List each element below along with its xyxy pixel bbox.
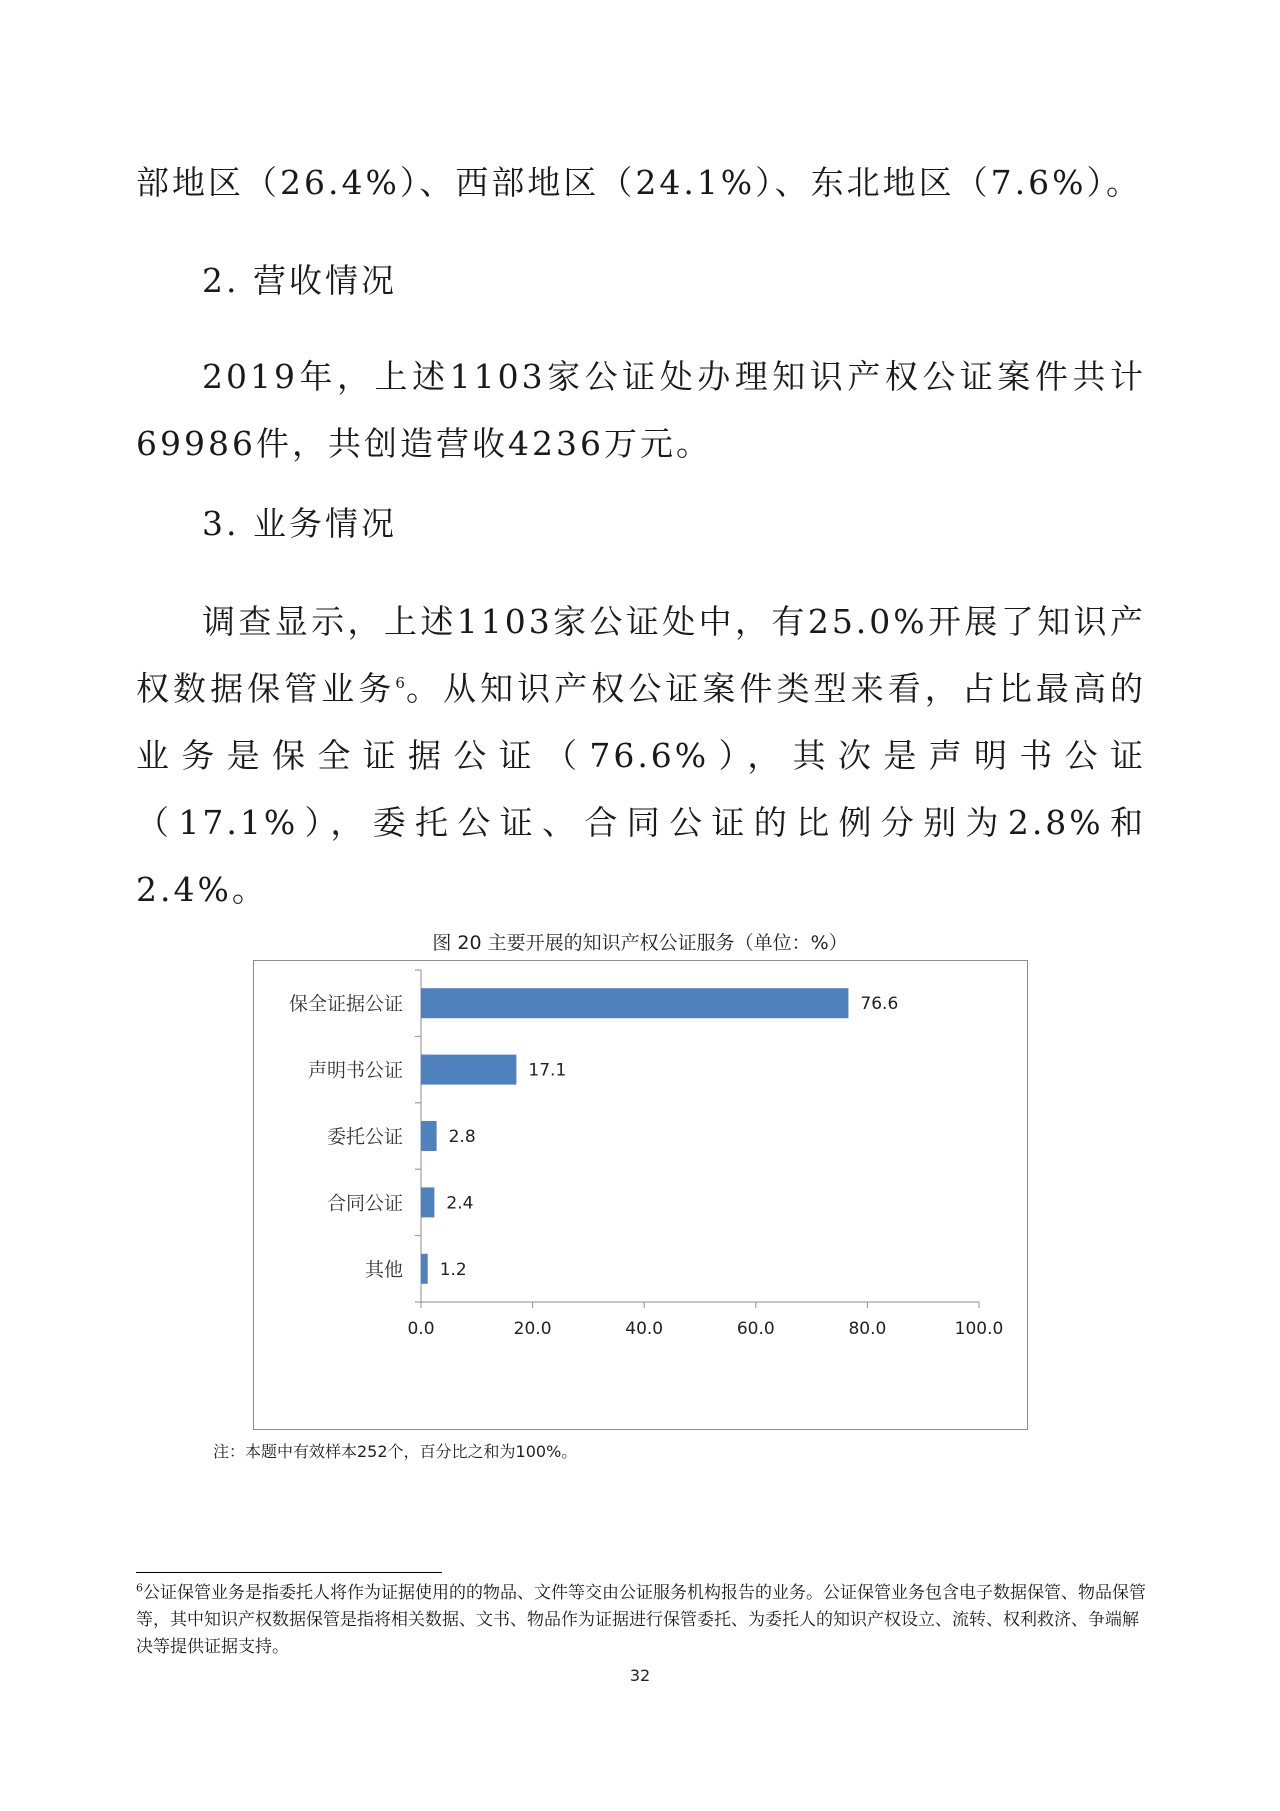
footnote-text: 公证保管业务是指委托人将作为证据使用的的物品、文件等交由公证服务机构报告的业务。公证保管业务包含电子数据保管、物品保管等，其中知识产权数据保管是指将相关数据、文书、物品作为证据进行保管委托、为委托人的知识产权设立、流转、权利救济、争端解决等提供证据支持。	[136, 1583, 1146, 1657]
footnote-separator	[136, 1572, 442, 1573]
data-label: 17.1	[528, 1060, 567, 1081]
category-label: 声明书公证	[307, 1059, 403, 1082]
heading-revenue: 2. 营收情况	[202, 261, 397, 300]
x-tick-label: 80.0	[848, 1319, 887, 1339]
data-label: 1.2	[439, 1259, 467, 1280]
paragraph-business-part-2: 。从知识产权公证案件类型来看，占比最高的业务是保全证据公证（76.6%），其次是声明书公证（17.1%），委托公证、合同公证的比例分别为2.8%和2.4%。	[136, 669, 1147, 909]
bar-chart	[253, 960, 1028, 1430]
bar	[421, 1055, 516, 1085]
chart-note: 注：本题中有效样本252个，百分比之和为100%。	[213, 1442, 578, 1461]
bar	[421, 1187, 434, 1217]
page-number: 32	[629, 1666, 651, 1685]
x-tick-label: 40.0	[625, 1319, 664, 1339]
category-label: 合同公证	[326, 1192, 403, 1215]
chart-title: 图 20 主要开展的知识产权公证服务（单位：%）	[432, 932, 848, 954]
paragraph-revenue: 2019年，上述1103家公证处办理知识产权公证案件共计69986件，共创造营收4236万元。	[136, 357, 1146, 463]
category-label: 保全证据公证	[288, 993, 403, 1016]
data-label: 2.4	[446, 1193, 474, 1214]
data-label: 76.6	[860, 994, 899, 1015]
x-tick-label: 20.0	[513, 1319, 552, 1339]
x-tick-label: 60.0	[736, 1319, 775, 1339]
category-label: 委托公证	[326, 1126, 403, 1148]
footnote-reference[interactable]: 6	[395, 674, 405, 692]
x-tick-label: 100.0	[954, 1319, 1004, 1339]
x-tick-label: 0.0	[407, 1319, 435, 1339]
paragraph-region-share: 部地区（26.4%）、西部地区（24.1%）、东北地区（7.6%）。	[136, 163, 1143, 202]
paragraph-business	[136, 588, 1146, 923]
bar	[421, 988, 848, 1018]
paragraph-business-part-1: 调查显示，上述1103家公证处中，有25.0%开展了知识产权数据保管业务	[136, 602, 1146, 708]
bar	[421, 1254, 428, 1284]
footnote	[136, 1580, 1148, 1661]
data-label: 2.8	[448, 1127, 476, 1147]
bar	[421, 1121, 437, 1151]
heading-business: 3. 业务情况	[202, 504, 397, 543]
category-label: 其他	[364, 1258, 403, 1281]
footnote-mark: 6	[136, 1581, 143, 1595]
